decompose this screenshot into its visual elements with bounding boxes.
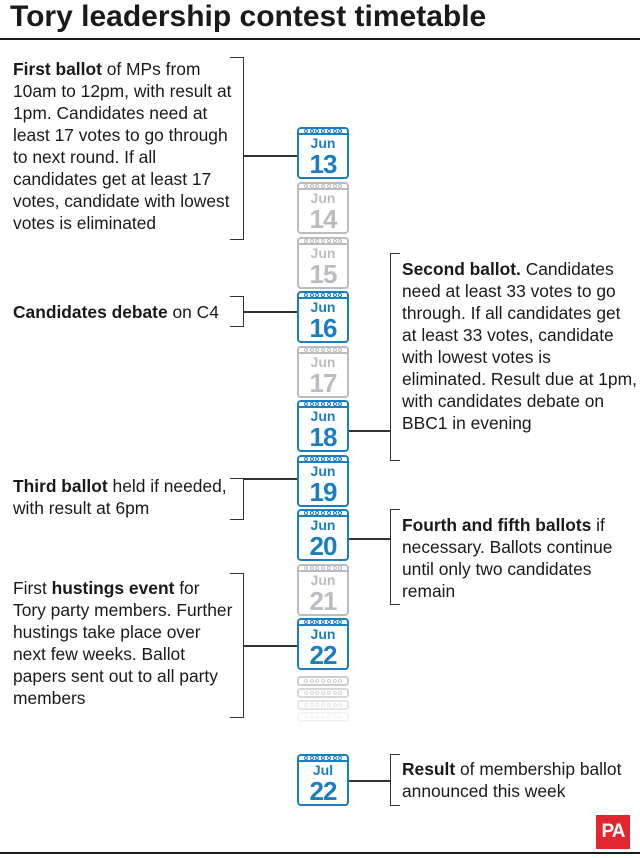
bracket-first-ballot — [230, 57, 244, 240]
connector-candidates-debate — [244, 311, 297, 313]
ghost-calendar-page — [297, 700, 349, 710]
event-third-ballot: Third ballot held if needed, with result at 6pm — [13, 476, 227, 518]
calendar-icon-jun-13 — [297, 127, 349, 179]
calendar-month: Jun — [310, 408, 336, 424]
calendar-month: Jun — [310, 190, 336, 206]
calendar-day: 21 — [309, 586, 337, 616]
calendar-month: Jun — [310, 299, 336, 315]
calendar-day: 20 — [309, 531, 337, 561]
calendar-day: 13 — [309, 149, 337, 179]
calendar-month: Jul — [312, 762, 334, 778]
calendar-day: 14 — [309, 204, 337, 234]
calendar-icon-jun-21 — [297, 564, 349, 616]
calendar-day: 22 — [309, 640, 337, 670]
calendar-icon-jun-15 — [297, 237, 349, 289]
calendar-month: Jun — [310, 463, 336, 479]
event-result: Result of membership ballot announced this week — [402, 759, 622, 801]
event-hustings: First hustings event for Tory party members. Further hustings take place over next few weeks. Ballot papers sent out to all party members — [13, 578, 233, 708]
calendar-day: 16 — [309, 313, 337, 343]
calendar-icon-jun-14 — [297, 182, 349, 234]
calendar-month: Jun — [310, 572, 336, 588]
pa-logo: PA — [596, 815, 630, 849]
calendar-day: 18 — [309, 422, 337, 452]
bracket-candidates-debate — [230, 296, 244, 327]
calendar-day: 17 — [309, 368, 337, 398]
page-title: Tory leadership contest timetable — [10, 0, 487, 33]
event-candidates-debate: Candidates debate on C4 — [13, 302, 219, 322]
bracket-second-ballot — [390, 253, 400, 461]
connector-second-ballot — [349, 430, 390, 432]
event-fourth-fifth-ballots: Fourth and fifth ballots if necessary. Ballots continue until only two candidates remain — [402, 515, 613, 601]
calendar-icon-jun-16 — [297, 291, 349, 343]
bracket-third-ballot — [230, 478, 244, 520]
connector-fourth-fifth — [349, 538, 390, 540]
calendar-icon-jun-17 — [297, 346, 349, 398]
calendar-day: 22 — [309, 776, 337, 806]
bracket-result — [390, 754, 400, 806]
event-second-ballot: Second ballot. Candidates need at least 33 votes to go through. If all candidates get at least 33 votes, candidate with lowest votes is eliminated. Result due at 1pm, with candidates debate on BBC1 in evening — [402, 259, 637, 433]
calendar-month: Jun — [310, 354, 336, 370]
title-divider — [0, 38, 640, 40]
calendar-icon-jun-20 — [297, 509, 349, 561]
footer-divider — [0, 852, 640, 854]
connector-first-ballot — [244, 155, 297, 157]
calendar-icon-jun-19 — [297, 455, 349, 507]
calendar-day: 19 — [309, 477, 337, 507]
calendar-month: Jun — [310, 245, 336, 261]
calendar-icon-jun-22 — [297, 618, 349, 670]
calendar-month: Jun — [310, 626, 336, 642]
bracket-hustings — [230, 573, 244, 718]
connector-hustings — [244, 645, 297, 647]
event-first-ballot: First ballot of MPs from 10am to 12pm, with result at 1pm. Candidates need at least 17 votes to go through to next round. If all candidates get at least 17 votes, candidate with lowest votes is eliminated — [13, 59, 232, 233]
ghost-calendar-page — [297, 712, 349, 722]
ghost-calendar-page — [297, 688, 349, 698]
calendar-day: 15 — [309, 259, 337, 289]
calendar-icon-jun-18 — [297, 400, 349, 452]
connector-result — [349, 780, 390, 782]
calendar-icon-jul-22 — [297, 754, 349, 806]
calendar-month: Jun — [310, 517, 336, 533]
ghost-calendar-page — [297, 676, 349, 686]
bracket-fourth-fifth — [390, 509, 400, 605]
connector-third-ballot — [244, 478, 297, 480]
calendar-month: Jun — [310, 135, 336, 151]
